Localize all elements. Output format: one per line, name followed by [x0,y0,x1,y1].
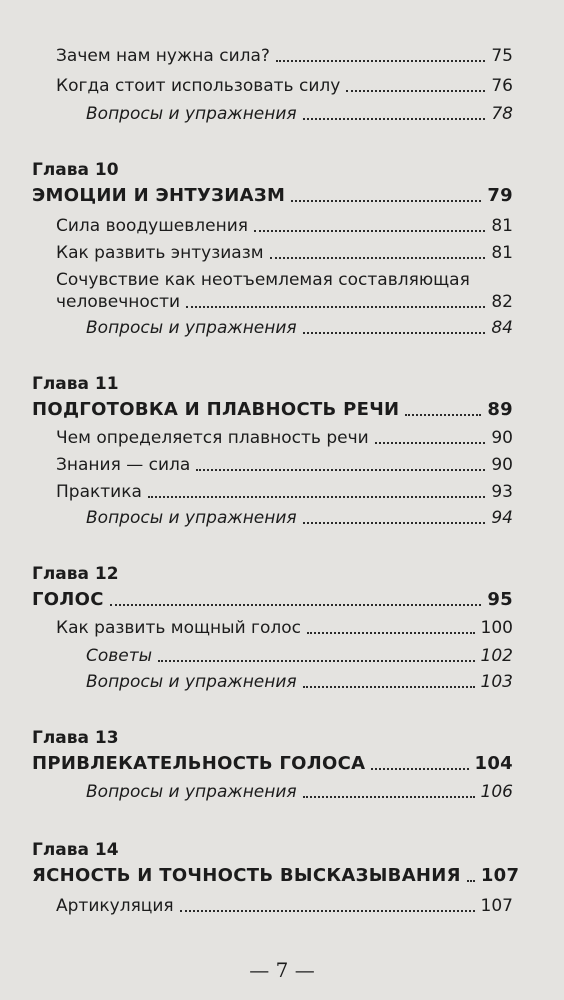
toc-entry[interactable] [56,216,513,236]
entry-page: 100 [480,618,513,638]
chapter-title-entry[interactable] [32,400,513,420]
toc-entry[interactable] [56,243,513,263]
entry-page: 78 [491,104,513,124]
entry-page: 81 [491,216,513,236]
entry-page: 94 [491,508,513,528]
entry-title: Артикуляция [56,896,174,916]
dot-leader [371,768,468,770]
entry-title: Вопросы и упражнения [86,672,297,692]
chapter-title: ЭМОЦИИ И ЭНТУЗИАЗМ [32,185,286,206]
entry-page: 90 [491,428,513,448]
entry-title: Когда стоит использовать силу [56,76,341,96]
entry-title-line1: Сочувствие как неотъемлемая составляющая [56,270,470,290]
toc-entry[interactable] [56,896,513,916]
entry-page: 81 [491,243,513,263]
dot-leader [158,660,474,662]
dot-leader [291,200,481,202]
dot-leader [303,686,475,688]
entry-page: 104 [474,753,513,774]
entry-title: Вопросы и упражнения [86,508,297,528]
dot-leader [375,442,486,444]
entry-page: 75 [491,46,513,66]
dot-leader [110,604,482,606]
dot-leader [303,332,486,334]
dot-leader [196,469,485,471]
entry-title: Сила воодушевления [56,216,248,236]
chapter-title-entry[interactable] [32,590,513,610]
dot-leader [276,60,485,62]
dot-leader [467,880,475,882]
chapter-label: Глава 10 [32,160,119,180]
chapter-title: ПОДГОТОВКА И ПЛАВНОСТЬ РЕЧИ [32,399,400,420]
dot-leader [186,306,485,308]
dot-leader [254,230,485,232]
entry-title: Вопросы и упражнения [86,318,297,338]
toc-entry[interactable] [56,292,513,312]
toc-entry[interactable] [56,428,513,448]
chapter-title-entry[interactable] [32,186,513,206]
entry-page: 79 [487,185,513,206]
toc-entry[interactable] [56,76,513,96]
entry-title: Как развить мощный голос [56,618,301,638]
entry-title: Вопросы и упражнения [86,104,297,124]
toc-entry[interactable] [86,782,513,802]
chapter-label: Глава 12 [32,564,119,584]
toc-entry[interactable] [56,482,513,502]
chapter-title-entry[interactable] [32,754,513,774]
chapter-label: Глава 13 [32,728,119,748]
entry-title: Как развить энтузиазм [56,243,264,263]
entry-title: Вопросы и упражнения [86,782,297,802]
entry-title: Практика [56,482,142,502]
page-number: — 7 — [249,958,315,982]
dot-leader [270,257,486,259]
dot-leader [303,118,486,120]
dot-leader [180,910,475,912]
toc-entry[interactable] [56,46,513,66]
dot-leader [405,414,481,416]
dot-leader [148,496,485,498]
toc-entry[interactable] [86,318,513,338]
entry-page: 93 [491,482,513,502]
entry-page: 107 [480,865,520,886]
toc-entry[interactable] [86,672,513,692]
dot-leader [303,522,486,524]
chapter-title-entry[interactable] [32,865,520,886]
chapter-title: ГОЛОС [32,589,104,610]
entry-page: 84 [491,318,513,338]
toc-entry[interactable] [86,104,513,124]
chapter-title: ПРИВЛЕКАТЕЛЬНОСТЬ ГОЛОСА [32,753,366,774]
entry-page: 90 [491,455,513,475]
chapter-label: Глава 14 [32,840,119,860]
entry-page: 76 [491,76,513,96]
entry-page: 95 [487,589,513,610]
dot-leader [346,90,485,92]
entry-page: 82 [491,292,513,312]
toc-entry[interactable] [56,618,513,638]
entry-page: 103 [480,672,513,692]
chapter-title: ЯСНОСТЬ И ТОЧНОСТЬ ВЫСКАЗЫВАНИЯ [32,865,461,886]
entry-page: 89 [487,399,513,420]
dot-leader [303,796,475,798]
entry-title: Советы [86,646,153,666]
entry-title-line2: человечности [56,292,181,312]
toc-entry[interactable] [86,508,513,528]
chapter-label: Глава 11 [32,374,119,394]
entry-page: 102 [480,646,513,666]
entry-title: Зачем нам нужна сила? [56,46,270,66]
toc-entry[interactable] [56,455,513,475]
toc-entry[interactable] [86,646,513,666]
dot-leader [307,632,475,634]
entry-title: Знания — сила [56,455,191,475]
entry-title: Чем определяется плавность речи [56,428,369,448]
entry-page: 106 [480,782,513,802]
entry-page: 107 [480,896,513,916]
